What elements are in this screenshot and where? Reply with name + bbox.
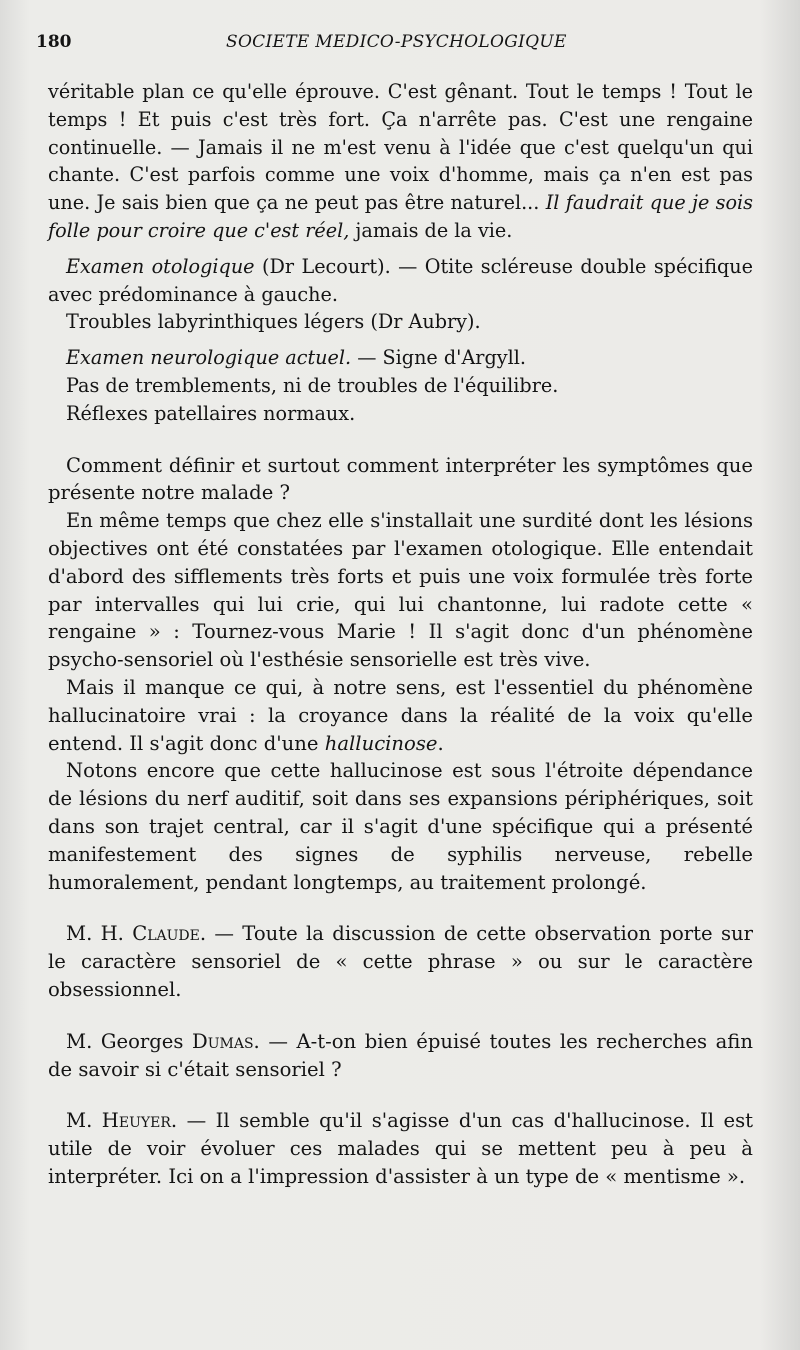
neuro-exam-label: Examen neurologique actuel. bbox=[66, 346, 352, 370]
page-body bbox=[48, 78, 753, 1191]
reflexes-paragraph: Réflexes patellaires normaux. bbox=[66, 401, 356, 425]
hallucinose-text: Mais il manque ce qui, à notre sens, est l'essentiel du phénomène hallucinatoire vrai : la croyance dans la réalité de la voix qu'elle entend. Il s'agit donc d'une bbox=[48, 675, 753, 755]
discussion-hallucinose bbox=[48, 674, 753, 757]
discussion-question: Comment définir et surtout comment interpréter les symptômes que présente notre malade ? bbox=[48, 453, 753, 505]
neuro-exam-paragraph bbox=[48, 344, 753, 372]
quote-tail: jamais de la vie. bbox=[349, 218, 513, 242]
discussion-nerve: Notons encore que cette hallucinose est sous l'étroite dépendance de lésions du nerf auditif, soit dans ses expansions périphériques, soit dans son trajet central, car il s'agit d'une spécifique qui a présenté manifestement des signes de syphilis nerveuse, rebelle humoralement, pendant longtemps, au traitement prolongé. bbox=[48, 759, 753, 894]
neuro-exam-text: — Signe d'Argyll. bbox=[351, 346, 526, 370]
claude-text: . — Toute la discussion de cette observation porte sur le caractère sensoriel de « cette phrase » ou sur le caractère obsessionnel. bbox=[48, 922, 753, 1001]
hallucinose-italic: hallucinose bbox=[324, 731, 438, 755]
otologic-exam-text: (Dr Lecourt). — Otite scléreuse double spécifique avec prédominance à gauche. bbox=[48, 254, 753, 306]
quote-italic: Il faudrait que je sois folle pour croire que c'est réel, bbox=[48, 191, 754, 242]
otologic-exam-label: Examen otologique bbox=[66, 254, 255, 278]
hallucinose-tail: . bbox=[437, 731, 444, 755]
running-title: SOCIETE MEDICO-PSYCHOLOGIQUE bbox=[226, 32, 567, 52]
page-number: 180 bbox=[36, 32, 72, 52]
heuyer-remark bbox=[48, 1107, 753, 1190]
quote-text: véritable plan ce qu'elle éprouve. C'est gênant. Tout le temps ! Tout le temps ! Et puis c'est très fort. Ça n'arrête pas. C'est une rengaine continuelle. — Jamais il ne m'est venu à l'idée que c'est quelqu'un qui chante. C'est parfois comme une voix d'homme, mais ça n'en est pas une. Je sais bien que ça ne peut pas être naturel... bbox=[48, 80, 753, 215]
tremor-paragraph: Pas de tremblements, ni de troubles de l'équilibre. bbox=[66, 373, 559, 397]
dumas-speaker: Dumas bbox=[192, 1029, 254, 1053]
otologic-exam-paragraph bbox=[48, 253, 753, 309]
dumas-remark bbox=[48, 1028, 753, 1084]
dumas-prefix: M. Georges bbox=[66, 1029, 192, 1053]
heuyer-speaker: Heuyer bbox=[101, 1109, 171, 1133]
patient-quote-paragraph bbox=[48, 78, 753, 245]
heuyer-prefix: M. bbox=[66, 1109, 102, 1133]
claude-speaker: Claude bbox=[132, 922, 200, 946]
running-header bbox=[36, 32, 760, 58]
claude-remark bbox=[48, 920, 753, 1003]
claude-prefix: M. H. bbox=[66, 922, 133, 946]
heuyer-text: . — Il semble qu'il s'agisse d'un cas d'hallucinose. Il est utile de voir évoluer ces malades qui se mettent peu à peu à interpréter. Ici on a l'impression d'assister à un type de « mentisme ». bbox=[48, 1109, 753, 1188]
dumas-text: . — A-t-on bien épuisé toutes les recherches afin de savoir si c'était sensoriel ? bbox=[48, 1029, 753, 1081]
labyrinth-paragraph: Troubles labyrinthiques légers (Dr Aubry). bbox=[66, 310, 481, 334]
discussion-deafness: En même temps que chez elle s'installait une surdité dont les lésions objectives ont été constatées par l'examen otologique. Elle entendait d'abord des sifflements très forts et puis une voix formulée très forte par intervalles qui lui crie, qui lui chantonne, lui radote cette « rengaine » : Tournez-vous Marie ! Il s'agit donc d'un phénomène psycho-sensoriel où l'esthésie sensorielle est très vive. bbox=[48, 509, 753, 672]
